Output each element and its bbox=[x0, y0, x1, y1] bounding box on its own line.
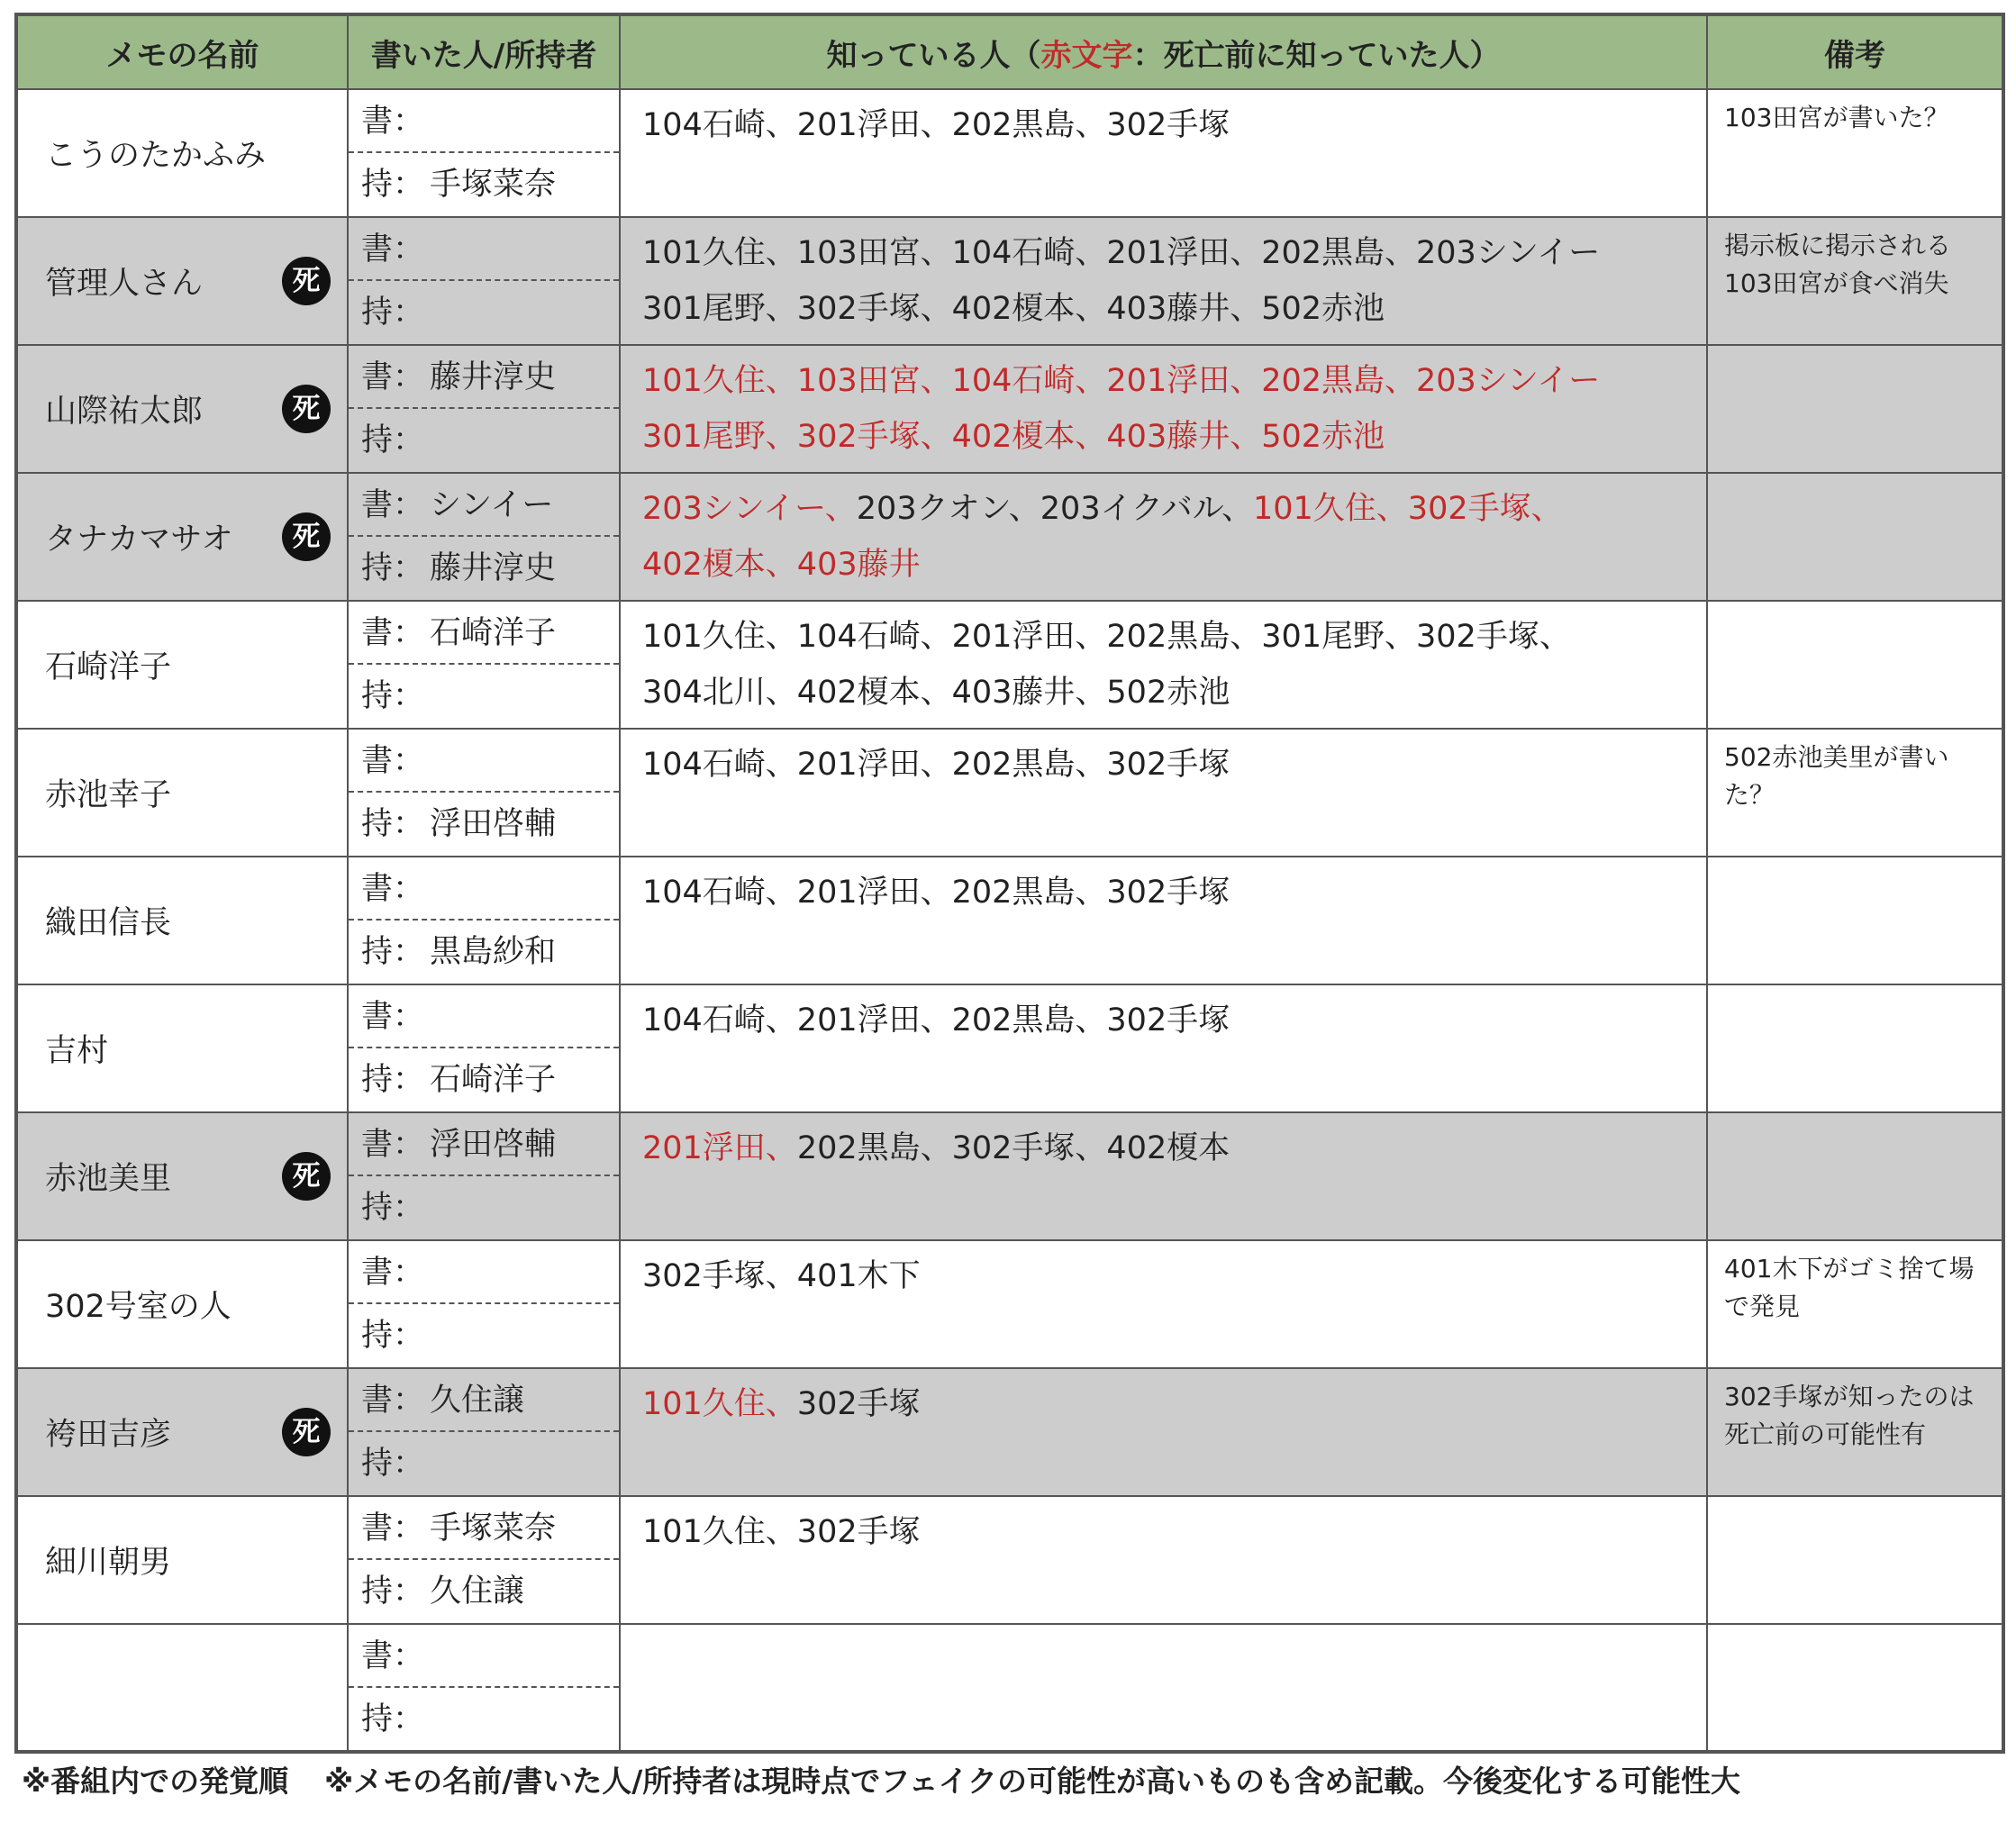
known-segment: 203クオン、203イクバル、 bbox=[856, 491, 1253, 527]
writer-holder-cell bbox=[348, 1624, 620, 1752]
writer-name: 手塚菜奈 bbox=[430, 1510, 557, 1546]
known-people-cell bbox=[620, 729, 1707, 857]
known-segment: 301尾野、302手塚、402榎本、403藤井、502赤池 bbox=[642, 291, 1385, 327]
memo-name-cell bbox=[16, 601, 348, 729]
write-label: 書： bbox=[361, 999, 425, 1035]
holder-line bbox=[349, 409, 619, 471]
memo-name: 織田信長 bbox=[45, 905, 172, 941]
hold-label: 持： bbox=[361, 1701, 425, 1737]
memo-name-cell bbox=[16, 1368, 348, 1496]
writer-holder-cell bbox=[348, 984, 620, 1112]
known-people-cell bbox=[620, 345, 1707, 473]
writer-name: 藤井淳史 bbox=[430, 359, 557, 395]
holder-name: 石崎洋子 bbox=[430, 1062, 557, 1098]
known-people-cell bbox=[620, 1112, 1707, 1240]
memo-name-cell bbox=[16, 1496, 348, 1624]
known-segment-red: 101久住、103田宮、104石崎、201浮田、202黒島、203シンイー bbox=[642, 363, 1601, 399]
memo-name: 赤池幸子 bbox=[45, 777, 172, 813]
holder-line bbox=[349, 1688, 619, 1750]
known-segment: 302手塚、401木下 bbox=[642, 1258, 921, 1294]
hold-label: 持： bbox=[361, 678, 425, 714]
memo-name-cell bbox=[16, 1624, 348, 1752]
memo-name: タナカマサオ bbox=[45, 522, 233, 558]
header-known-pre: 知っている人（ bbox=[826, 37, 1041, 74]
writer-holder-cell bbox=[348, 1496, 620, 1624]
holder-name: 浮田啓輔 bbox=[430, 806, 557, 842]
writer-name: 久住譲 bbox=[430, 1383, 525, 1419]
table-row bbox=[16, 1624, 2003, 1752]
holder-name: 黒島紗和 bbox=[430, 934, 557, 970]
memo-name-cell bbox=[16, 1112, 348, 1240]
holder-line bbox=[349, 665, 619, 727]
memo-name: こうのたかふみ bbox=[45, 138, 267, 174]
writer-line bbox=[349, 474, 619, 537]
note-cell: 302手塚が知ったのは死亡前の可能性有 bbox=[1707, 1368, 2003, 1496]
holder-line bbox=[349, 1304, 619, 1366]
known-segment: 304北川、402榎本、403藤井、502赤池 bbox=[642, 675, 1230, 711]
header-known-people bbox=[620, 14, 1707, 89]
writer-line bbox=[349, 90, 619, 153]
memo-name-cell bbox=[16, 857, 348, 984]
write-label: 書： bbox=[361, 1255, 425, 1291]
dead-badge-icon: 死 bbox=[282, 1408, 331, 1456]
known-segment-red: 101久住、 bbox=[642, 1386, 797, 1422]
note-cell: 502赤池美里が書いた？ bbox=[1707, 729, 2003, 857]
known-people-cell bbox=[620, 1496, 1707, 1624]
header-known-post: ：死亡前に知っていた人） bbox=[1132, 37, 1501, 74]
note-cell bbox=[1707, 984, 2003, 1112]
holder-name: 手塚菜奈 bbox=[430, 167, 557, 203]
known-segment: 104石崎、201浮田、202黒島、302手塚 bbox=[642, 107, 1230, 143]
known-segment: 202黒島、302手塚、402榎本 bbox=[796, 1130, 1230, 1166]
writer-holder-cell bbox=[348, 601, 620, 729]
table-row bbox=[16, 1368, 2003, 1496]
header-row bbox=[16, 14, 2003, 89]
memo-name-cell bbox=[16, 345, 348, 473]
table-row bbox=[16, 984, 2003, 1112]
writer-holder-cell bbox=[348, 1368, 620, 1496]
writer-name: シンイー bbox=[430, 487, 554, 523]
note-cell bbox=[1707, 1112, 2003, 1240]
footnote-right: ※メモの名前/書いた人/所持者は現時点でフェイクの可能性が高いものも含め記載。今後変化する可能性大 bbox=[324, 1764, 1740, 1799]
memo-name-cell bbox=[16, 729, 348, 857]
note-cell bbox=[1707, 601, 2003, 729]
writer-line bbox=[349, 1241, 619, 1304]
writer-holder-cell bbox=[348, 217, 620, 345]
holder-line bbox=[349, 281, 619, 343]
holder-name: 藤井淳史 bbox=[430, 550, 557, 586]
known-people-cell bbox=[620, 1624, 1707, 1752]
hold-label: 持： bbox=[361, 1446, 425, 1482]
write-label: 書： bbox=[361, 1383, 425, 1419]
writer-line bbox=[349, 602, 619, 665]
table-body bbox=[16, 89, 2003, 1752]
holder-line bbox=[349, 537, 619, 599]
table-row bbox=[16, 217, 2003, 345]
note-cell: 103田宮が書いた？ bbox=[1707, 89, 2003, 217]
dead-badge-icon: 死 bbox=[282, 1152, 331, 1201]
known-people-cell bbox=[620, 217, 1707, 345]
header-memo-name: メモの名前 bbox=[16, 14, 348, 89]
writer-line bbox=[349, 218, 619, 281]
known-people-cell bbox=[620, 89, 1707, 217]
write-label: 書： bbox=[361, 1510, 425, 1546]
holder-line bbox=[349, 1432, 619, 1494]
writer-holder-cell bbox=[348, 1240, 620, 1368]
write-label: 書： bbox=[361, 1127, 425, 1163]
known-people-cell bbox=[620, 473, 1707, 601]
writer-line bbox=[349, 857, 619, 921]
known-segment-red: 301尾野、302手塚、402榎本、403藤井、502赤池 bbox=[642, 419, 1385, 455]
note-cell: 掲示板に掲示される103田宮が食べ消失 bbox=[1707, 217, 2003, 345]
hold-label: 持： bbox=[361, 167, 425, 203]
footnote-left: ※番組内での発覚順 bbox=[22, 1764, 289, 1799]
hold-label: 持： bbox=[361, 1062, 425, 1098]
write-label: 書： bbox=[361, 359, 425, 395]
hold-label: 持： bbox=[361, 422, 425, 458]
holder-line bbox=[349, 921, 619, 983]
writer-line bbox=[349, 346, 619, 409]
known-segment-red: 201浮田、 bbox=[642, 1130, 797, 1166]
known-people-cell bbox=[620, 1368, 1707, 1496]
note-cell bbox=[1707, 1624, 2003, 1752]
known-segment: 101久住、302手塚 bbox=[642, 1514, 921, 1550]
writer-holder-cell bbox=[348, 729, 620, 857]
memo-name: 石崎洋子 bbox=[45, 649, 172, 685]
hold-label: 持： bbox=[361, 295, 425, 331]
hold-label: 持： bbox=[361, 934, 425, 970]
holder-line bbox=[349, 1560, 619, 1622]
known-segment-red: 402榎本、403藤井 bbox=[642, 547, 921, 583]
write-label: 書： bbox=[361, 1638, 425, 1674]
table-row bbox=[16, 857, 2003, 984]
known-people-cell bbox=[620, 984, 1707, 1112]
write-label: 書： bbox=[361, 231, 425, 268]
writer-line bbox=[349, 1625, 619, 1688]
writer-name: 石崎洋子 bbox=[430, 615, 557, 651]
table-row bbox=[16, 601, 2003, 729]
known-segment: 104石崎、201浮田、202黒島、302手塚 bbox=[642, 747, 1230, 783]
table-row bbox=[16, 1496, 2003, 1624]
table-row bbox=[16, 473, 2003, 601]
memo-name: 細川朝男 bbox=[45, 1545, 172, 1581]
dead-badge-icon: 死 bbox=[282, 512, 331, 561]
writer-holder-cell bbox=[348, 857, 620, 984]
dead-badge-icon: 死 bbox=[282, 257, 331, 305]
note-cell bbox=[1707, 345, 2003, 473]
note-cell bbox=[1707, 1496, 2003, 1624]
memo-name: 袴田吉彦 bbox=[45, 1417, 172, 1453]
header-writer-holder: 書いた人/所持者 bbox=[348, 14, 620, 89]
known-people-cell bbox=[620, 1240, 1707, 1368]
known-people-cell bbox=[620, 857, 1707, 984]
memo-name: 吉村 bbox=[45, 1033, 109, 1069]
footnote bbox=[22, 1758, 1740, 1800]
holder-line bbox=[349, 1176, 619, 1238]
known-segment: 101久住、103田宮、104石崎、201浮田、202黒島、203シンイー bbox=[642, 235, 1601, 271]
table-row bbox=[16, 1240, 2003, 1368]
writer-line bbox=[349, 1113, 619, 1176]
memo-name: 赤池美里 bbox=[45, 1161, 172, 1197]
writer-line bbox=[349, 1497, 619, 1560]
known-segment: 104石崎、201浮田、202黒島、302手塚 bbox=[642, 1002, 1230, 1038]
write-label: 書： bbox=[361, 743, 425, 779]
write-label: 書： bbox=[361, 871, 425, 907]
note-cell bbox=[1707, 857, 2003, 984]
note-cell: 401木下がゴミ捨て場で発見 bbox=[1707, 1240, 2003, 1368]
hold-label: 持： bbox=[361, 1318, 425, 1354]
known-people-cell bbox=[620, 601, 1707, 729]
memo-name-cell bbox=[16, 89, 348, 217]
writer-line bbox=[349, 730, 619, 793]
holder-line bbox=[349, 793, 619, 855]
write-label: 書： bbox=[361, 104, 425, 140]
table-row bbox=[16, 729, 2003, 857]
write-label: 書： bbox=[361, 615, 425, 651]
hold-label: 持： bbox=[361, 1574, 425, 1610]
known-segment-red: 203シンイー、 bbox=[642, 491, 857, 527]
known-segment: 101久住、104石崎、201浮田、202黒島、301尾野、302手塚、 bbox=[642, 619, 1571, 655]
holder-line bbox=[349, 1048, 619, 1111]
writer-holder-cell bbox=[348, 1112, 620, 1240]
memo-name-cell bbox=[16, 984, 348, 1112]
writer-holder-cell bbox=[348, 345, 620, 473]
header-known-red: 赤文字 bbox=[1040, 37, 1133, 74]
hold-label: 持： bbox=[361, 550, 425, 586]
note-cell bbox=[1707, 473, 2003, 601]
known-segment-red: 101久住、302手塚、 bbox=[1253, 491, 1563, 527]
table-row bbox=[16, 89, 2003, 217]
memo-name: 管理人さん bbox=[45, 266, 204, 302]
holder-line bbox=[349, 153, 619, 215]
table-row bbox=[16, 1112, 2003, 1240]
hold-label: 持： bbox=[361, 806, 425, 842]
table-row bbox=[16, 345, 2003, 473]
writer-line bbox=[349, 985, 619, 1048]
memo-name: 山際祐太郎 bbox=[45, 394, 204, 430]
memo-name-cell bbox=[16, 217, 348, 345]
memo-name-cell bbox=[16, 1240, 348, 1368]
writer-holder-cell bbox=[348, 89, 620, 217]
memo-name: 302号室の人 bbox=[45, 1289, 232, 1325]
hold-label: 持： bbox=[361, 1190, 425, 1226]
writer-line bbox=[349, 1369, 619, 1432]
holder-name: 久住譲 bbox=[430, 1574, 525, 1610]
known-segment: 302手塚 bbox=[796, 1386, 921, 1422]
memo-name-cell bbox=[16, 473, 348, 601]
known-segment: 104石崎、201浮田、202黒島、302手塚 bbox=[642, 875, 1230, 911]
write-label: 書： bbox=[361, 487, 425, 523]
writer-name: 浮田啓輔 bbox=[430, 1127, 557, 1163]
memo-table bbox=[14, 13, 2005, 1754]
dead-badge-icon: 死 bbox=[282, 385, 331, 433]
writer-holder-cell bbox=[348, 473, 620, 601]
header-note: 備考 bbox=[1707, 14, 2003, 89]
